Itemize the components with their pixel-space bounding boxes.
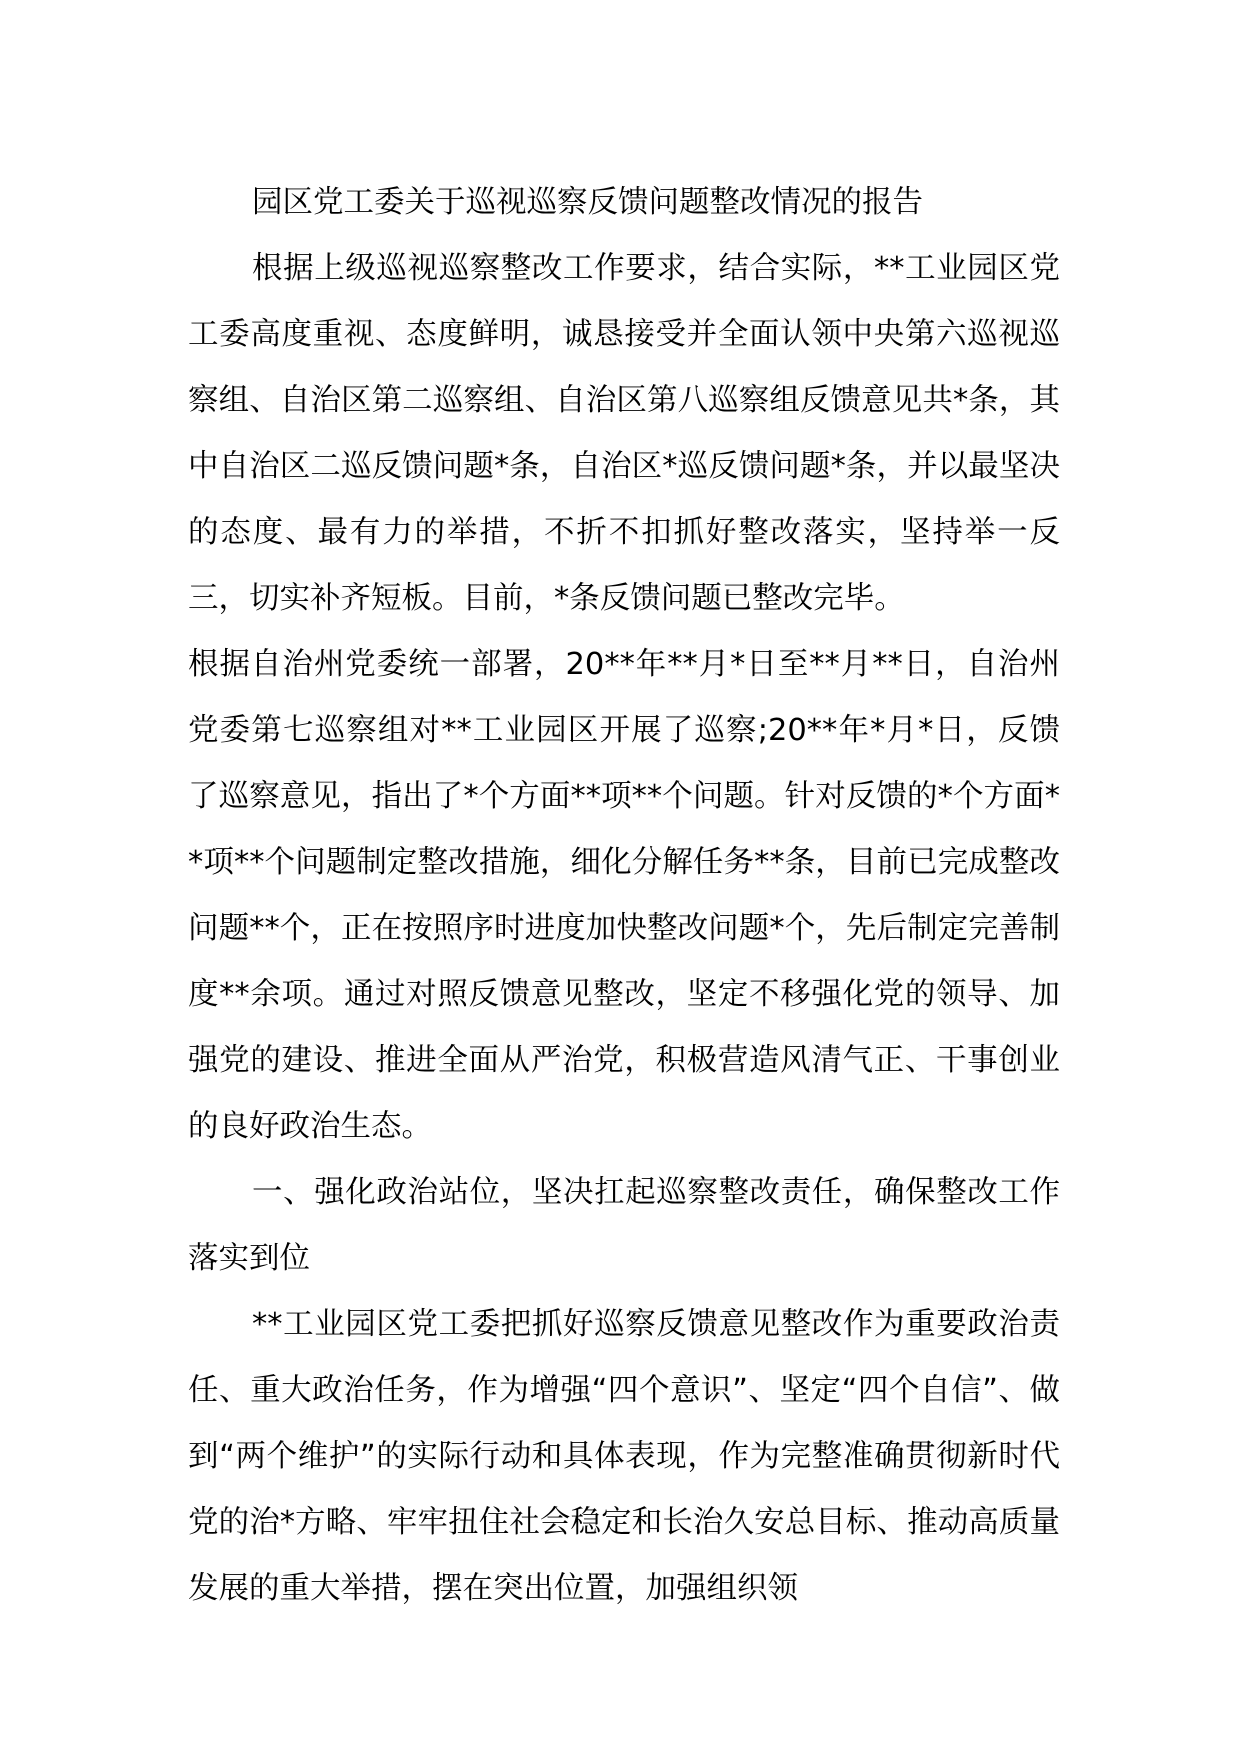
document-title: 园区党工委关于巡视巡察反馈问题整改情况的报告 [252,185,923,220]
paragraph-section-1-body: **工业园区党工委把抓好巡察反馈意见整改作为重要政治责任、重大政治任务，作为增强“四个意识”、坚定“四个自信”、做到“两个维护”的实际行动和具体表现，作为完整准确贯彻新时代党的治*方略、牢牢扭住社会稳定和长治久安总目标、推动高质量发展的重大举措，摆在突出位置，加强组织领 [188,1307,1060,1606]
paragraph-inspection-details: 根据自治州党委统一部署，20**年**月*日至**月**日，自治州党委第七巡察组对**工业园区开展了巡察;20**年*月*日，反馈了巡察意见，指出了*个方面**项**个问题。针对反馈的*个方面**项**个问题制定整改措施，细化分解任务**条，目前已完成整改问题**个，正在按照序时进度加快整改问题*个，先后制定完善制度**余项。通过对照反馈意见整改，坚定不移强化党的领导、加强党的建设、推进全面从严治党，积极营造风清气正、干事创业的良好政治生态。 [188,647,1060,1144]
document-body [188,170,1060,1622]
paragraph-intro: 根据上级巡视巡察整改工作要求，结合实际，**工业园区党工委高度重视、态度鲜明，诚恳接受并全面认领中央第六巡视巡察组、自治区第二巡察组、自治区第八巡察组反馈意见共*条，其中自治区二巡反馈问题*条，自治区*巡反馈问题*条，并以最坚决的态度、最有力的举措，不折不扣抓好整改落实，坚持举一反三，切实补齐短板。目前，*条反馈问题已整改完毕。 [188,251,1060,616]
section-heading-1: 一、强化政治站位，坚决扛起巡察整改责任，确保整改工作落实到位 [188,1175,1060,1276]
